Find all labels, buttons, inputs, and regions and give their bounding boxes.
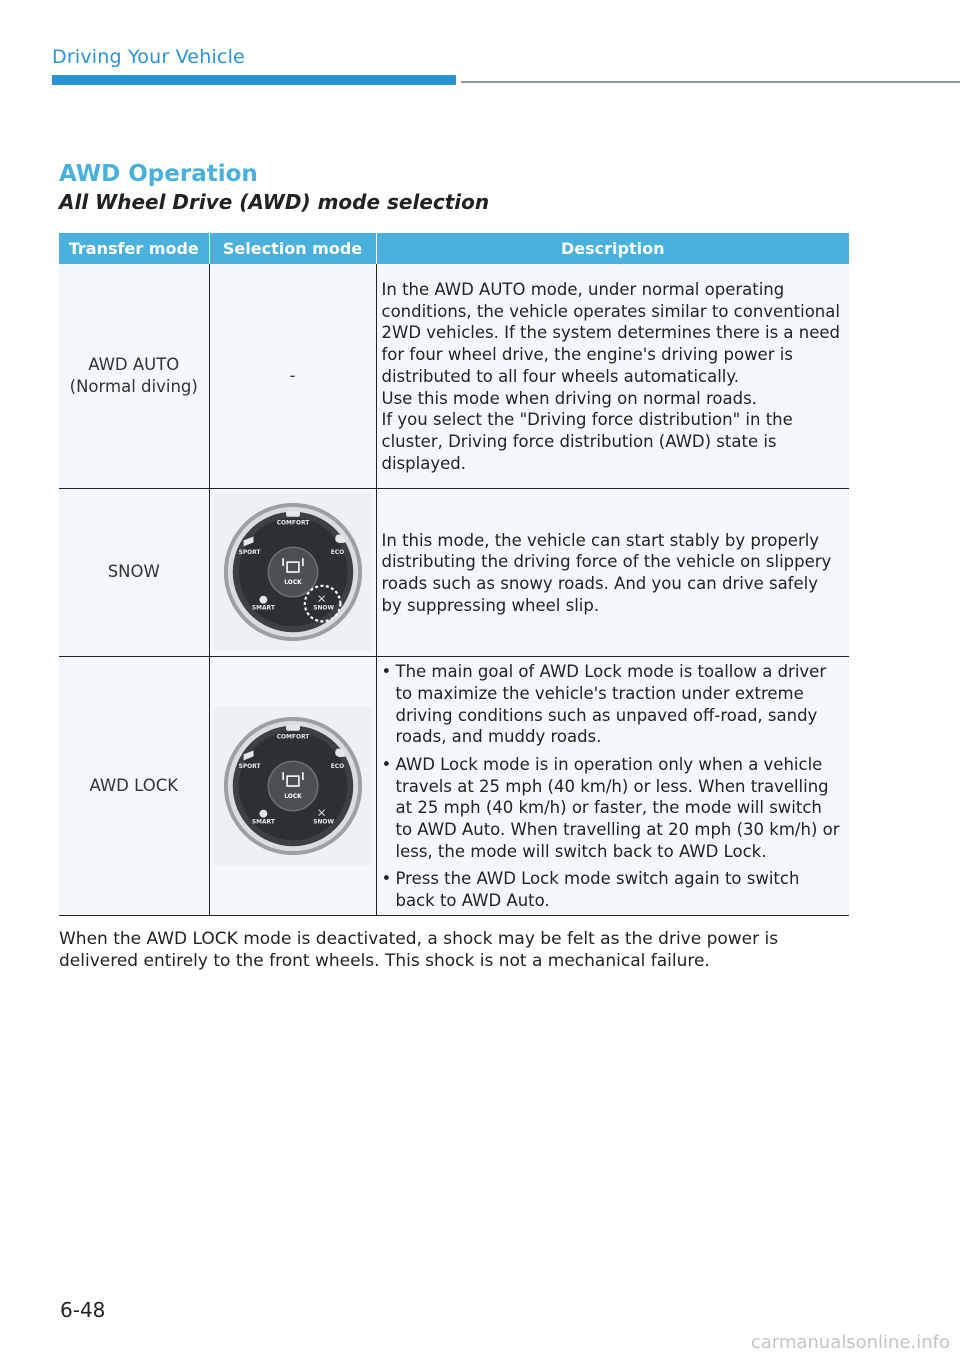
dial-label-lock: LOCK <box>283 793 302 800</box>
drive-mode-dial-snow-image <box>214 492 372 652</box>
table-row-snow <box>59 488 849 656</box>
smart-icon <box>259 596 267 604</box>
awd-lock-note: When the AWD LOCK mode is deactivated, a shock may be felt as the drive power is delivered entirely to the front wheels. This shock is not a mechanical failure. <box>59 929 779 971</box>
transfer-mode-cell <box>59 264 209 488</box>
car-icon <box>286 724 300 730</box>
dial-label-comfort: COMFORT <box>276 734 309 741</box>
awd-mode-table <box>59 233 849 916</box>
drive-mode-dial-image <box>214 707 372 865</box>
table-header-row <box>59 233 849 264</box>
car-icon <box>286 511 300 517</box>
header-bar-line <box>461 81 960 83</box>
description-cell <box>376 264 849 488</box>
transfer-mode-cell <box>59 656 209 915</box>
column-header-description: Description <box>376 233 849 264</box>
dial-label-lock: LOCK <box>283 579 302 586</box>
table-row-awd-lock <box>59 656 849 915</box>
selection-mode-cell <box>209 264 376 488</box>
section-subtitle: All Wheel Drive (AWD) mode selection <box>59 190 490 214</box>
dial-label-sport: SPORT <box>238 763 261 770</box>
list-item: • Press the AWD Lock mode switch again to switch back to AWD Auto. <box>382 868 844 911</box>
transfer-mode-label: SNOW <box>107 562 160 582</box>
dial-label-eco: ECO <box>330 763 344 770</box>
dial-label-eco: ECO <box>330 550 344 557</box>
transfer-mode-cell <box>59 488 209 656</box>
dial-label-comfort: COMFORT <box>276 520 309 527</box>
description-cell <box>376 656 849 915</box>
list-item: • AWD Lock mode is in operation only when a vehicle travels at 25 mph (40 km/h) or less. When travelling at 25 mph (40 km/h) or faster, the mode will switch to AWD Auto. When travelling at 20 mph (30 km/h) or less, the mode will switch back to AWD Lock. <box>382 754 844 863</box>
watermark: carmanualsonline.info <box>750 1332 950 1353</box>
description-cell <box>376 488 849 656</box>
dial-label-smart: SMART <box>251 605 275 612</box>
page-number: 6-48 <box>60 1298 106 1322</box>
dial-label-sport: SPORT <box>238 550 261 557</box>
section-title: AWD Operation <box>59 161 258 187</box>
header-title: Driving Your Vehicle <box>52 46 245 68</box>
description-text: In the AWD AUTO mode, under normal operating conditions, the vehicle operates similar to conventional 2WD vehicles. If the system determines there is a need for four wheel drive, the engine's driving power is distributed to all four wheels automatically. Use this mode when driving on normal roads. If you select the "Driving force distribution" in the cluster, Driving force distribution (AWD) state is displayed. <box>381 280 841 473</box>
transfer-mode-label: AWD LOCK <box>89 775 179 795</box>
dial-label-snow: SNOW <box>312 819 334 826</box>
selection-mode-cell <box>209 656 376 915</box>
description-bullet-list <box>382 661 844 912</box>
list-item: • The main goal of AWD Lock mode is toallow a driver to maximize the vehicle's traction under extreme driving conditions such as unpaved off-road, sandy roads, and muddy roads. <box>382 661 844 748</box>
transfer-mode-label: AWD AUTO (Normal diving) <box>69 355 198 396</box>
selection-mode-dash: - <box>289 365 296 385</box>
header-bar-accent <box>52 75 456 85</box>
description-text: In this mode, the vehicle can start stably by properly distributing the driving force of the vehicle on slippery roads such as snowy roads. And you can drive safely by suppressing wheel slip. <box>381 530 832 615</box>
column-header-transfer-mode: Transfer mode <box>59 233 209 264</box>
smart-icon <box>259 809 267 817</box>
dial-label-snow: SNOW <box>312 605 334 612</box>
selection-mode-cell <box>209 488 376 656</box>
table-row-awd-auto <box>59 264 849 488</box>
column-header-selection-mode: Selection mode <box>209 233 376 264</box>
dial-label-smart: SMART <box>251 819 275 826</box>
